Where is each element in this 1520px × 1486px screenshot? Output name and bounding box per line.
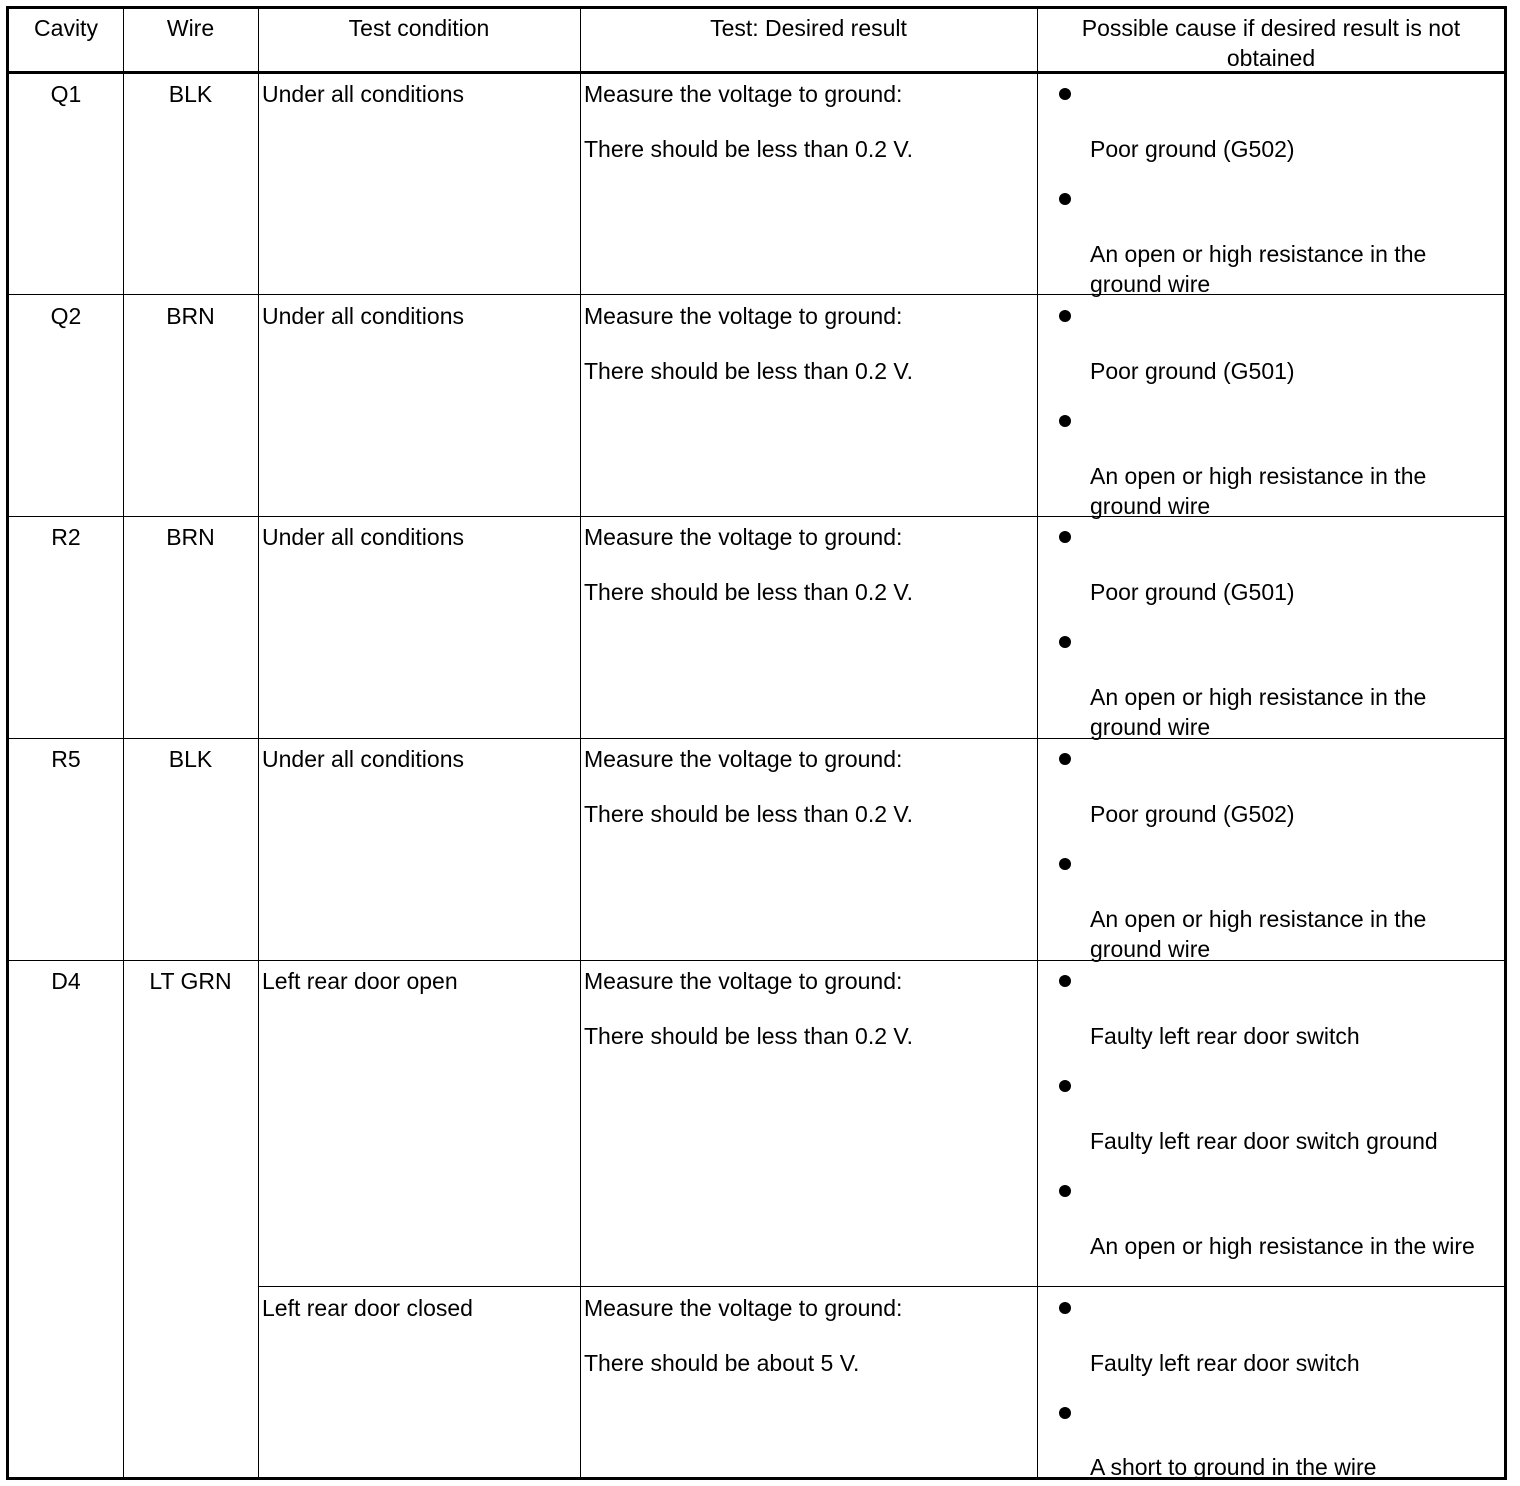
bullet-icon (1059, 193, 1071, 205)
cell-wire: BRN (166, 303, 215, 329)
bullet-icon (1059, 858, 1071, 870)
cell-result-expected: There should be less than 0.2 V. (584, 358, 914, 384)
column-divider (123, 9, 124, 1477)
bullet-icon (1059, 636, 1071, 648)
cause-item: An open or high resistance in the ground wire (1090, 906, 1427, 962)
cell-test-condition: Under all conditions (262, 746, 465, 772)
bullet-icon (1059, 975, 1071, 987)
cell-result-expected: There should be less than 0.2 V. (584, 801, 914, 827)
cause-item: Faulty left rear door switch (1090, 1023, 1360, 1049)
cell-cavity: D4 (51, 968, 81, 994)
cause-item: An open or high resistance in the wire (1090, 1233, 1475, 1259)
cause-item: Faulty left rear door switch ground (1090, 1128, 1438, 1154)
diagnostic-table (6, 6, 1507, 1480)
bullet-icon (1059, 415, 1071, 427)
cause-item: Poor ground (G502) (1090, 801, 1295, 827)
header-cavity: Cavity (34, 15, 98, 41)
cell-test-condition: Under all conditions (262, 524, 465, 550)
cell-test-condition: Under all conditions (262, 303, 465, 329)
bullet-icon (1059, 531, 1071, 543)
cell-test-condition: Under all conditions (262, 81, 465, 107)
bullet-icon (1059, 310, 1071, 322)
cause-item: A short to ground in the wire (1090, 1454, 1377, 1480)
cell-wire: BRN (166, 524, 215, 550)
cell-result-instruction: Measure the voltage to ground: (584, 303, 903, 329)
cause-item: An open or high resistance in the ground wire (1090, 241, 1427, 297)
cell-result-expected: There should be less than 0.2 V. (584, 136, 914, 162)
cell-test-condition: Left rear door open (262, 968, 458, 994)
bullet-icon (1059, 753, 1071, 765)
cell-wire: LT GRN (149, 968, 232, 994)
cell-wire: BLK (168, 81, 213, 107)
cell-result-expected: There should be less than 0.2 V. (584, 579, 914, 605)
cause-item: Poor ground (G501) (1090, 358, 1295, 384)
cell-result-expected: There should be about 5 V. (584, 1350, 860, 1376)
cell-result-instruction: Measure the voltage to ground: (584, 746, 903, 772)
cause-item: An open or high resistance in the ground wire (1090, 463, 1427, 519)
column-divider (258, 9, 259, 1477)
bullet-icon (1059, 1185, 1071, 1197)
cell-test-condition: Left rear door closed (262, 1295, 473, 1321)
bullet-icon (1059, 1080, 1071, 1092)
bullet-icon (1059, 88, 1071, 100)
header-desired-result: Test: Desired result (710, 15, 907, 41)
cell-result-instruction: Measure the voltage to ground: (584, 1295, 903, 1321)
cause-item: Poor ground (G501) (1090, 579, 1295, 605)
cell-cavity: R2 (51, 524, 81, 550)
cell-wire: BLK (168, 746, 213, 772)
bullet-icon (1059, 1302, 1071, 1314)
column-divider (1037, 9, 1038, 1477)
header-wire: Wire (166, 15, 215, 41)
cell-result-expected: There should be less than 0.2 V. (584, 1023, 914, 1049)
cell-cavity: Q1 (50, 81, 82, 107)
cell-cavity: R5 (51, 746, 81, 772)
cell-result-instruction: Measure the voltage to ground: (584, 524, 903, 550)
cause-item: Poor ground (G502) (1090, 136, 1295, 162)
cell-cavity: Q2 (50, 303, 82, 329)
column-divider (580, 9, 581, 1477)
row-divider (258, 1286, 1504, 1287)
cause-item: Faulty left rear door switch (1090, 1350, 1360, 1376)
cell-result-instruction: Measure the voltage to ground: (584, 81, 903, 107)
cause-item: An open or high resistance in the ground wire (1090, 684, 1427, 740)
header-possible-cause: Possible cause if desired result is not obtained (1081, 15, 1461, 71)
header-test-condition: Test condition (348, 15, 490, 41)
bullet-icon (1059, 1407, 1071, 1419)
cell-result-instruction: Measure the voltage to ground: (584, 968, 903, 994)
